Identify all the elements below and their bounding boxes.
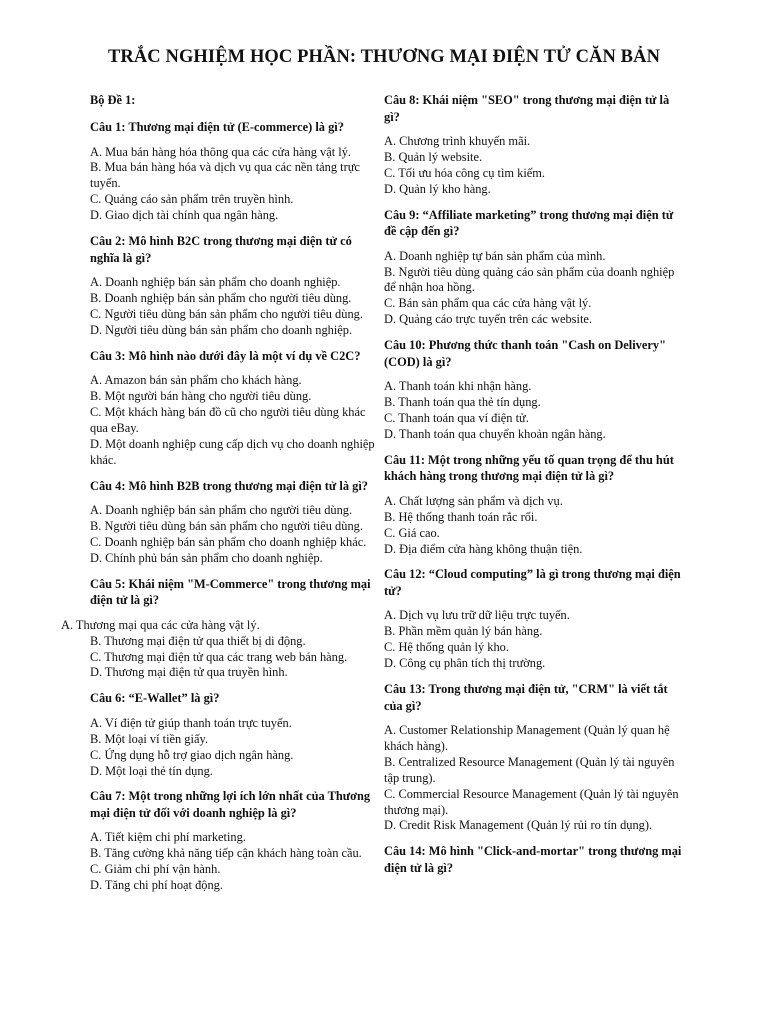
question-text: Câu 13: Trong thương mại điện tử, "CRM" là viết tắt của gì?	[384, 682, 668, 713]
question-text: Câu 5: Khái niệm "M-Commerce" trong thương mại điện tử là gì?	[90, 576, 371, 608]
answer-option: A. Amazon bán sản phẩm cho khách hàng.	[90, 373, 302, 388]
question-1	[90, 119, 380, 224]
answer-option: C. Quảng cáo sản phẩm trên truyền hình.	[90, 192, 294, 207]
answer-option: B. Hệ thống thanh toán rắc rối.	[384, 509, 538, 524]
answer-option: B. Mua bán hàng hóa và dịch vụ qua các nền tảng trực tuyến.	[90, 160, 360, 191]
question-8	[384, 92, 682, 198]
answer-option: A. Tiết kiệm chi phí marketing.	[90, 830, 246, 845]
answer-option: D. Thương mại điện tử qua truyền hình.	[90, 665, 288, 680]
answer-options	[384, 723, 682, 834]
answer-option: B. Quản lý website.	[384, 149, 483, 164]
question-9	[384, 207, 682, 329]
answer-options	[384, 249, 682, 329]
question-text: Câu 1: Thương mại điện tử (E-commerce) là gì?	[90, 120, 344, 134]
right-column	[384, 92, 682, 885]
answer-option: A. Doanh nghiệp bán sản phẩm cho doanh nghiệp.	[90, 275, 341, 290]
answer-options	[90, 145, 380, 225]
answer-option: C. Ứng dụng hỗ trợ giao dịch ngân hàng.	[90, 747, 294, 762]
answer-option: C. Người tiêu dùng bán sản phẩm cho người tiêu dùng.	[90, 306, 363, 321]
answer-option: C. Hệ thống quản lý kho.	[384, 640, 509, 655]
answer-option: B. Phần mềm quản lý bán hàng.	[384, 624, 543, 639]
left-column	[61, 92, 380, 903]
answer-option: D. Một loại thẻ tín dụng.	[90, 763, 213, 778]
answer-option: A. Customer Relationship Management (Quản lý quan hệ khách hàng).	[384, 723, 670, 753]
question-10	[384, 337, 682, 443]
answer-option: D. Quảng cáo trực tuyến trên các website.	[384, 312, 592, 327]
answer-options	[61, 617, 380, 682]
answer-options	[90, 503, 380, 567]
answer-options	[384, 379, 682, 443]
question-text: Câu 12: “Cloud computing” là gì trong thương mại điện tử?	[384, 567, 681, 598]
answer-option: A. Chương trình khuyến mãi.	[384, 134, 531, 148]
answer-options	[90, 373, 380, 468]
answer-options	[90, 830, 380, 894]
answer-option: B. Một người bán hàng cho người tiêu dùng.	[90, 389, 312, 404]
question-text: Câu 7: Một trong những lợi ích lớn nhất của Thương mại điện tử đối với doanh nghiệp là gì?	[90, 789, 371, 820]
answer-option: A. Mua bán hàng hóa thông qua các cửa hàng vật lý.	[90, 144, 351, 159]
question-5	[61, 576, 380, 682]
answer-options	[90, 716, 380, 780]
answer-option: D. Thanh toán qua chuyển khoản ngân hàng.	[384, 426, 606, 441]
answer-options	[384, 134, 682, 198]
answer-option: A. Dịch vụ lưu trữ dữ liệu trực tuyến.	[384, 608, 570, 623]
answer-option: D. Tăng chi phí hoạt động.	[90, 878, 223, 893]
answer-option: A. Ví điện tử giúp thanh toán trực tuyến.	[90, 715, 292, 730]
answer-option: A. Thanh toán khi nhận hàng.	[384, 379, 532, 394]
question-text: Câu 2: Mô hình B2C trong thương mại điện tử có nghĩa là gì?	[90, 234, 352, 265]
answer-options	[384, 608, 682, 672]
question-4	[90, 478, 380, 567]
answer-options	[90, 275, 380, 339]
question-11	[384, 452, 682, 558]
answer-option: D. Địa điểm cửa hàng không thuận tiện.	[384, 541, 583, 556]
answer-option: C. Thanh toán qua ví điện tử.	[384, 410, 529, 425]
answer-option: B. Thanh toán qua thẻ tín dụng.	[384, 395, 541, 410]
answer-option: D. Người tiêu dùng bán sản phẩm cho doanh nghiệp.	[90, 322, 353, 337]
question-set-label: Bộ Đề 1:	[90, 93, 136, 107]
answer-option: D. Chính phủ bán sản phẩm cho doanh nghiệp.	[90, 550, 323, 565]
question-text: Câu 8: Khái niệm "SEO" trong thương mại điện tử là gì?	[384, 93, 670, 124]
answer-option: A. Chất lượng sản phẩm và dịch vụ.	[384, 493, 563, 508]
answer-option: C. Tối ưu hóa công cụ tìm kiếm.	[384, 165, 546, 180]
answer-option: B. Một loại ví tiền giấy.	[90, 731, 208, 746]
document-title: TRẮC NGHIỆM HỌC PHẦN: THƯƠNG MẠI ĐIỆN TỬ CĂN BẢN	[107, 47, 661, 67]
answer-option: C. Commercial Resource Management (Quản lý tài nguyên thương mại).	[384, 786, 679, 817]
answer-option: D. Giao dịch tài chính qua ngân hàng.	[90, 208, 279, 223]
question-text: Câu 11: Một trong những yếu tố quan trọng để thu hút khách hàng trong thương mại điện tử là gì?	[384, 452, 674, 484]
question-2	[90, 233, 380, 339]
answer-option: D. Quản lý kho hàng.	[384, 181, 491, 196]
answer-option: A. Doanh nghiệp bán sản phẩm cho người tiêu dùng.	[90, 503, 353, 518]
answer-option: C. Giá cao.	[384, 525, 440, 540]
answer-option: A. Thương mại qua các cửa hàng vật lý.	[61, 617, 260, 632]
answer-option: D. Công cụ phân tích thị trường.	[384, 656, 546, 671]
answer-option: C. Giảm chi phí vận hành.	[90, 862, 221, 877]
answer-option: C. Một khách hàng bán đồ cũ cho người tiêu dùng khác qua eBay.	[90, 404, 366, 435]
question-text: Câu 4: Mô hình B2B trong thương mại điện tử là gì?	[90, 478, 368, 493]
question-14	[384, 843, 682, 876]
answer-option: C. Bán sản phẩm qua các cửa hàng vật lý.	[384, 296, 592, 311]
question-7	[90, 788, 380, 894]
question-13	[384, 681, 682, 834]
answer-option: C. Doanh nghiệp bán sản phẩm cho doanh nghiệp khác.	[90, 534, 367, 549]
answer-option: B. Thương mại điện tử qua thiết bị di động.	[90, 633, 306, 648]
answer-options	[384, 494, 682, 558]
question-text: Câu 14: Mô hình "Click-and-mortar" trong thương mại điện tử là gì?	[384, 844, 682, 875]
question-3	[90, 348, 380, 469]
question-text: Câu 9: “Affiliate marketing” trong thương mại điện tử đề cập đến gì?	[384, 207, 674, 239]
question-6	[90, 690, 380, 779]
answer-option: D. Một doanh nghiệp cung cấp dịch vụ cho doanh nghiệp khác.	[90, 436, 375, 467]
question-text: Câu 10: Phương thức thanh toán "Cash on Delivery" (COD) là gì?	[384, 338, 666, 369]
answer-option: B. Người tiêu dùng quảng cáo sản phẩm của doanh nghiệp để nhận hoa hồng.	[384, 264, 675, 295]
answer-option: B. Doanh nghiệp bán sản phẩm cho người tiêu dùng.	[90, 290, 352, 305]
question-text: Câu 3: Mô hình nào dưới đây là một ví dụ về C2C?	[90, 348, 361, 363]
answer-option: C. Thương mại điện tử qua các trang web bán hàng.	[90, 649, 348, 664]
answer-option: D. Credit Risk Management (Quản lý rủi ro tín dụng).	[384, 818, 653, 833]
answer-option: B. Tăng cường khả năng tiếp cận khách hàng toàn cầu.	[90, 846, 362, 861]
answer-option: B. Centralized Resource Management (Quản lý tài nguyên tập trung).	[384, 754, 675, 785]
answer-option: A. Doanh nghiệp tự bán sản phẩm của mình.	[384, 248, 606, 263]
question-text: Câu 6: “E-Wallet” là gì?	[90, 691, 220, 706]
question-12	[384, 566, 682, 672]
answer-option: B. Người tiêu dùng bán sản phẩm cho người tiêu dùng.	[90, 519, 363, 533]
